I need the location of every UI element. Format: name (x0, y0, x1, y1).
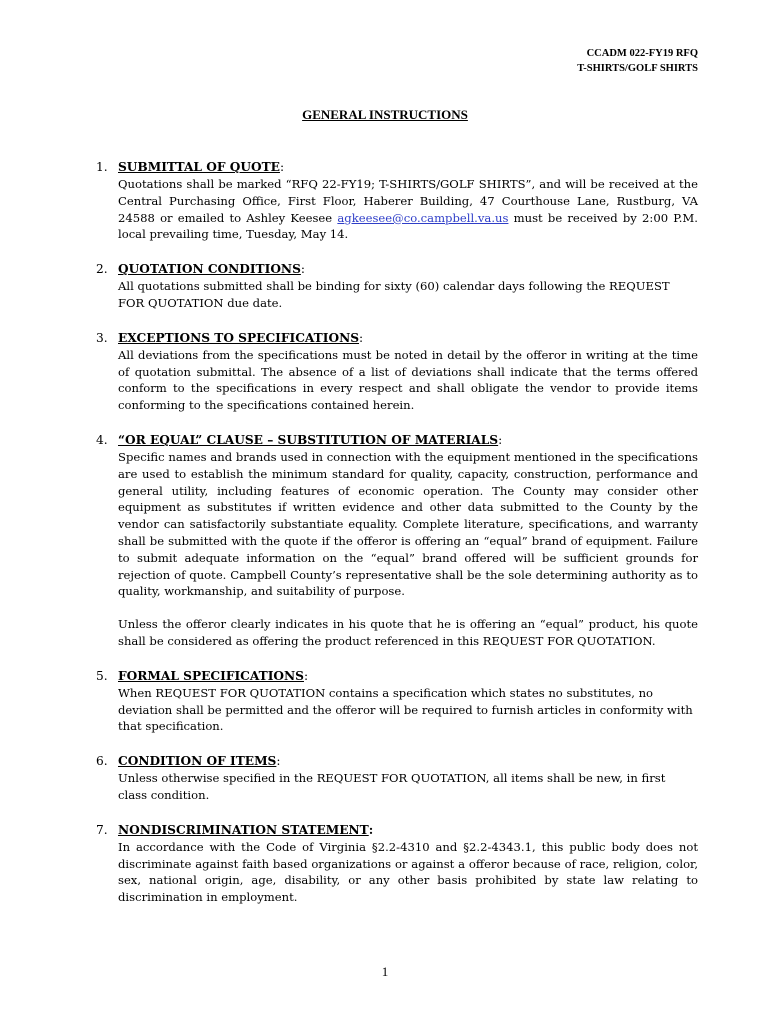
section-body (118, 685, 698, 735)
section-number: 7. (96, 822, 108, 837)
section-body (118, 770, 698, 804)
section-heading (96, 821, 698, 839)
section-title: CONDITION OF ITEMS (118, 754, 277, 769)
section-colon: : (498, 432, 503, 447)
section-heading (96, 329, 698, 347)
section-heading (96, 752, 698, 770)
section-number: 6. (96, 754, 108, 769)
section-paragraph: In accordance with the Code of Virginia §2.2-4310 and §2.2-4343.1, this public body does not discriminate against faith based organizations or against a offeror because of race, religion, color, sex, national origin, age, disability, or any other basis prohibited by state law relating to discrimination in employment. (118, 839, 698, 905)
section-number: 1. (96, 160, 108, 174)
section-heading (96, 667, 698, 685)
section-paragraph: Unless otherwise specified in the REQUEST FOR QUOTATION, all items shall be new, in first class condition. (118, 771, 666, 802)
section-colon: : (276, 754, 281, 769)
section-submittal-of-quote (96, 158, 698, 243)
section-body (118, 278, 698, 312)
page-number: 1 (381, 964, 389, 979)
section-paragraph (118, 176, 698, 243)
section-heading (96, 260, 698, 278)
section-colon: : (368, 822, 374, 837)
section-title: SUBMITTAL OF QUOTE (118, 160, 280, 174)
section-colon: : (359, 330, 364, 345)
reference-line-1: CCADM 022-FY19 RFQ (586, 48, 698, 59)
section-nondiscrimination-statement (96, 821, 698, 906)
section-exceptions-to-specifications (96, 329, 698, 414)
document-reference (577, 46, 698, 76)
section-paragraph: All deviations from the specifications must be noted in detail by the offeror in writing at the time of quotation submittal. The absence of a list of deviations shall indicate that the terms offered conform to the specifications in every respect and shall obligate the vendor to provide items conforming to the specifications contained herein. (118, 347, 698, 413)
section-title: NONDISCRIMINATION STATEMENT (118, 822, 369, 837)
section-number: 3. (96, 330, 108, 345)
section-body (118, 347, 698, 414)
section-number: 2. (96, 262, 108, 277)
section-heading (96, 158, 698, 176)
page-title: GENERAL INSTRUCTIONS (302, 107, 468, 122)
section-or-equal-clause (96, 431, 698, 650)
section-colon: : (279, 160, 285, 174)
section-condition-of-items (96, 752, 698, 804)
reference-line-2: T-SHIRTS/GOLF SHIRTS (577, 63, 698, 74)
section-number: 5. (96, 668, 108, 683)
section-title: FORMAL SPECIFICATIONS (118, 668, 304, 683)
section-paragraph: When REQUEST FOR QUOTATION contains a specification which states no substitutes, no deviation shall be permitted and the offeror will be required to furnish articles in conformity with that specification. (118, 685, 693, 734)
section-quotation-conditions (96, 260, 698, 312)
body-text: Quotations shall be marked “RFQ 22-FY19; T-SHIRTS/GOLF SHIRTS”, and will be received at the Central Purchasing Office, First Floor, Haberer Building, 47 Courthouse Lane, Rustburg, VA 24588 or emailed to Ashley Keesee (118, 177, 698, 225)
section-heading (96, 431, 698, 449)
instructions-list (96, 158, 698, 923)
section-body (118, 839, 698, 906)
section-colon: : (303, 668, 309, 683)
body-text: must be received by 2:00 P.M. local prevailing time, Tuesday, May 14. (118, 210, 698, 242)
section-formal-specifications (96, 667, 698, 735)
section-title: QUOTATION CONDITIONS (118, 262, 301, 277)
section-colon: : (300, 262, 305, 277)
section-paragraph: Specific names and brands used in connection with the equipment mentioned in the specifications are used to establish the minimum standard for quality, capacity, construction, performance and general utility, including features of economic operation. The County may consider other equipment as substitutes if written evidence and other data submitted to the County by the vendor can satisfactorily substantiate equality. Complete literature, specifications, and warranty shall be submitted with the quote if the offeror is offering an “equal” brand of equipment. Failure to submit adequate information on the “equal” brand offered will be sufficient grounds for rejection of quote. Campbell County’s representative shall be the sole determining authority as to quality, workmanship, and suitability of purpose. (118, 449, 698, 599)
section-title: EXCEPTIONS TO SPECIFICATIONS (118, 330, 360, 345)
section-title: “OR EQUAL” CLAUSE – SUBSTITUTION OF MATERIALS (118, 432, 499, 447)
section-paragraph: Unless the offeror clearly indicates in his quote that he is offering an “equal” product, his quote shall be considered as offering the product referenced in this REQUEST FOR QUOTATION. (118, 617, 698, 648)
section-number: 4. (96, 432, 108, 447)
section-paragraph: All quotations submitted shall be binding for sixty (60) calendar days following the REQUEST FOR QUOTATION due date. (118, 279, 670, 310)
email-link[interactable]: agkeesee@co.campbell.va.us (337, 210, 509, 225)
section-body (118, 176, 698, 243)
section-body (118, 449, 698, 650)
